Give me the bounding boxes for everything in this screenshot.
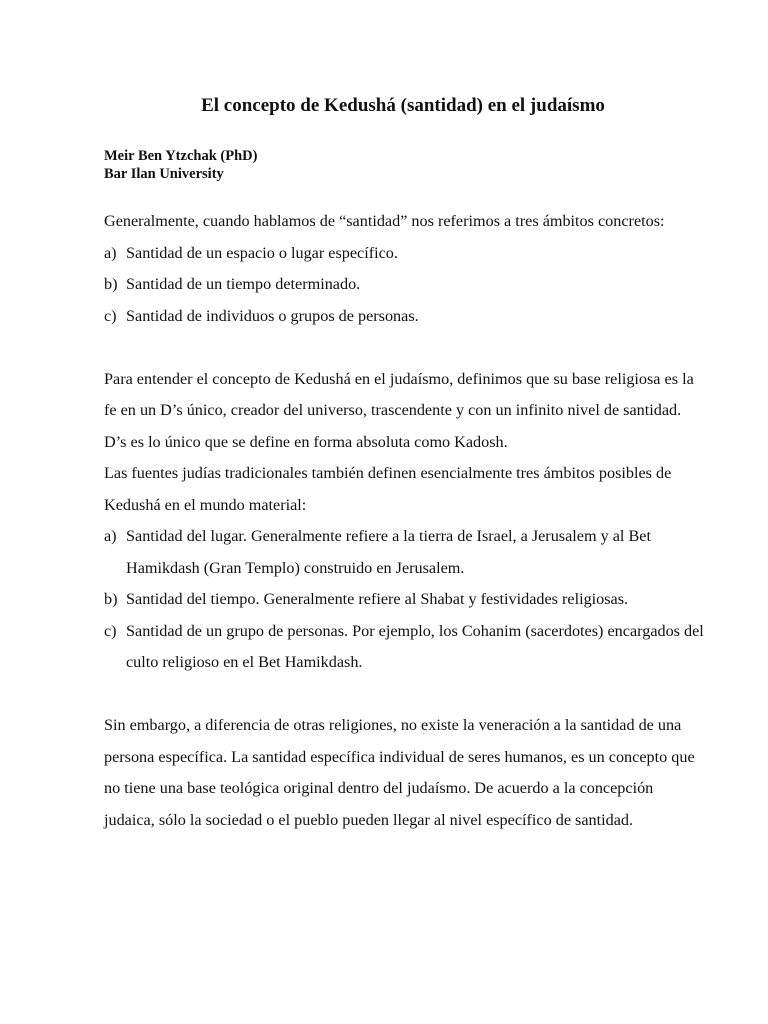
kedusha-ambits-list	[104, 521, 704, 679]
list-item	[104, 584, 704, 616]
list-item-text: Santidad de un tiempo determinado.	[126, 275, 361, 293]
paragraph-spacer	[104, 679, 704, 711]
list-item-text: Santidad de un espacio o lugar específico.	[126, 243, 398, 262]
author-name: Meir Ben Ytzchak (PhD)	[104, 148, 258, 164]
list-marker: a)	[104, 527, 117, 545]
list-item	[104, 616, 704, 679]
paragraph-spacer	[104, 332, 704, 364]
list-marker: b)	[104, 275, 118, 293]
list-item	[104, 238, 704, 270]
intro-paragraph: Generalmente, cuando hablamos de “santidad” nos referimos a tres ámbitos concretos:	[104, 212, 665, 230]
list-item-text: Santidad de individuos o grupos de personas.	[126, 306, 419, 325]
document-body	[104, 206, 704, 836]
author-block	[104, 147, 704, 183]
list-marker: c)	[104, 306, 117, 325]
list-item	[104, 301, 704, 333]
document-title: El concepto de Kedushá (santidad) en el judaísmo	[201, 95, 605, 116]
list-marker: c)	[104, 621, 117, 640]
list-item	[104, 269, 704, 301]
sources-paragraph: Las fuentes judías tradicionales también definen esencialmente tres ámbitos posibles de Kedushá en el mundo material:	[104, 464, 672, 514]
list-item	[104, 521, 704, 584]
ambits-list	[104, 238, 704, 333]
author-affiliation: Bar Ilan University	[104, 166, 224, 182]
list-marker: b)	[104, 590, 118, 608]
list-item-text: Santidad del tiempo. Generalmente refiere al Shabat y festividades religiosas.	[126, 590, 629, 608]
kedusha-definition-paragraph: Para entender el concepto de Kedushá en el judaísmo, definimos que su base religiosa es la fe en un D’s único, creador del universo, trascendente y con un infinito nivel de santidad. D’s es lo único que se define en forma absoluta como Kadosh.	[104, 369, 694, 451]
list-item-text: Santidad de un grupo de personas. Por ejemplo, los Cohanim (sacerdotes) encargados del culto religioso en el Bet Hamikdash.	[126, 621, 704, 671]
list-marker: a)	[104, 243, 117, 262]
veneration-paragraph: Sin embargo, a diferencia de otras religiones, no existe la veneración a la santidad de una persona específica. La santidad específica individual de seres humanos, es un concepto que no tiene una base teológica original dentro del judaísmo. De acuerdo a la concepción judaica, sólo la sociedad o el pueblo pueden llegar al nivel específico de santidad.	[104, 716, 695, 829]
list-item-text: Santidad del lugar. Generalmente refiere a la tierra de Israel, a Jerusalem y al Bet Hamikdash (Gran Templo) construido en Jerusalem.	[126, 527, 651, 577]
